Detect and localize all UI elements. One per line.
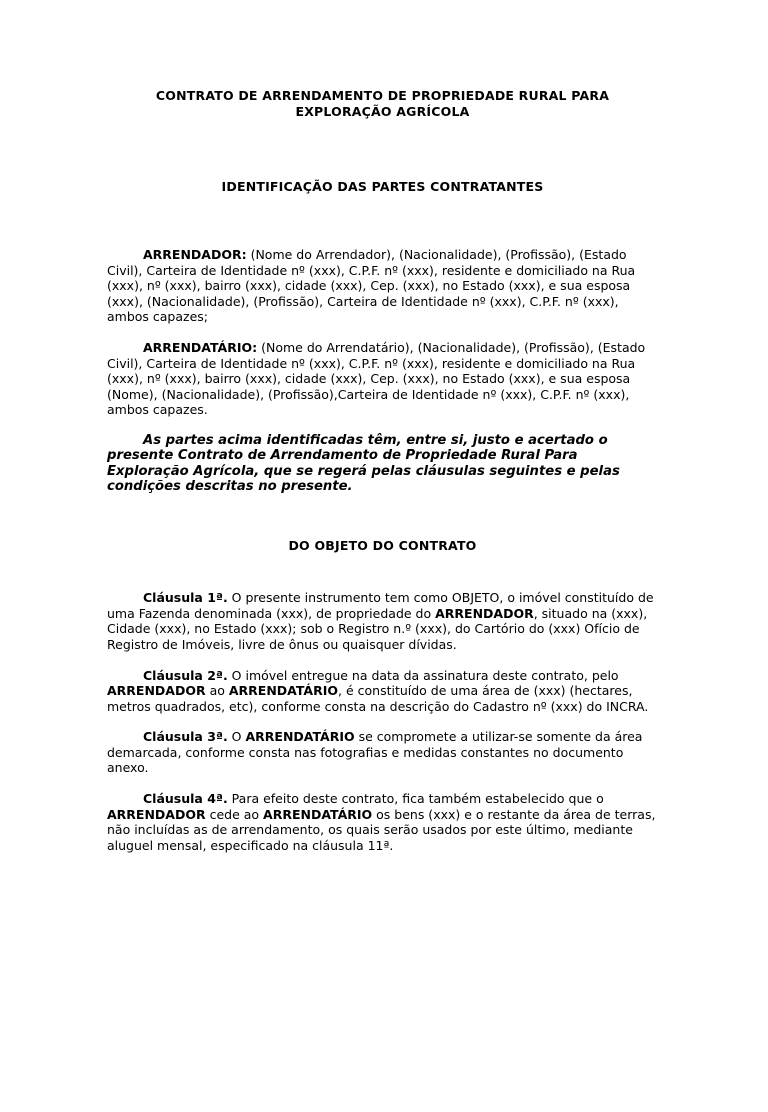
arrendador-paragraph [107,247,658,325]
clausula-2-bold-b: ARRENDATÁRIO [228,683,339,699]
clausula-4-text-b: cede ao [205,806,264,822]
clausula-4-label: Cláusula 4ª. [143,791,228,807]
clausula-1-text-a: O presente instrumento tem como OBJETO, o imóvel constituído de uma Fazenda denominada (xxx), de propriedade do [107,590,654,621]
arrendador-label: ARRENDADOR: [143,247,247,262]
clausula-1-text-b: , situado na (xxx), Cidade (xxx), no Estado (xxx); sob o Registro n.º (xxx), do Cartório do (xxx) Ofício de Registro de Imóveis, livre de ônus ou quaisquer dívidas. [107,605,648,652]
section-heading-objeto: DO OBJETO DO CONTRATO [288,538,477,554]
section-heading-identificacao: IDENTIFICAÇÃO DAS PARTES CONTRATANTES [221,179,544,194]
clausula-3-text-b: se compromete a utilizar-se somente da área demarcada, conforme consta nas fotografias e medidas constantes no documento anexo. [107,729,643,776]
document-page [0,88,768,1112]
clausula-3-text-a: O [227,729,246,745]
clausula-1-label: Cláusula 1ª. [143,590,228,606]
clausula-2-bold-a: ARRENDADOR [107,683,206,699]
arrendatario-label: ARRENDATÁRIO: [143,339,258,355]
arrendatario-paragraph [107,340,658,418]
clausula-2-text-b: ao [205,683,229,699]
document-title: CONTRATO DE ARRENDAMENTO DE PROPRIEDADE RURAL PARA EXPLORAÇÃO AGRÍCOLA [155,88,610,119]
clausula-4-bold-a: ARRENDADOR [107,806,206,822]
clausula-2-text-c: , é constituído de uma área de (xxx) (hectares, metros quadrados, etc), conforme consta na descrição do Cadastro nº (xxx) do INCRA. [107,683,649,714]
clausula-2-text-a: O imóvel entregue na data da assinatura deste contrato, pelo [227,667,619,683]
clausula-1-paragraph [107,590,658,652]
clausula-3-bold-a: ARRENDATÁRIO [245,729,355,745]
clausula-2-paragraph [107,668,658,715]
clausula-4-text-a: Para efeito deste contrato, fica também estabelecido que o [227,791,604,807]
clausula-2-label: Cláusula 2ª. [143,667,228,683]
clausula-3-label: Cláusula 3ª. [143,729,228,745]
clausula-4-paragraph [107,791,658,853]
arrendador-text: (Nome do Arrendador), (Nacionalidade), (Profissão), (Estado Civil), Carteira de Identidade nº (xxx), C.P.F. nº (xxx), residente e domiciliado na Rua (xxx), nº (xxx), bairro (xxx), cidade (xxx), Cep. (xxx), no Estado (xxx), e sua esposa (xxx), (Nacionalidade), (Profissão), Carteira de Identidade nº (xxx), C.P.F. nº (xxx), ambos capazes; [107,247,636,325]
clausula-3-paragraph [107,729,658,776]
intro-paragraph: As partes acima identificadas têm, entre si, justo e acertado o presente Contrato de Arrendamento de Propriedade Rural Para Exploração Agrícola, que se regerá pelas cláusulas seguintes e pelas condições descritas no presente. [107,432,620,494]
clausula-4-text-c: os bens (xxx) e o restante da área de terras, não incluídas as de arrendamento, os quais serão usados por este último, mediante aluguel mensal, especificado na cláusula 11ª. [107,806,656,853]
clausula-4-bold-b: ARRENDATÁRIO [263,806,373,822]
clausula-1-bold-a: ARRENDADOR [435,605,534,621]
arrendatario-text: (Nome do Arrendatário), (Nacionalidade), (Profissão), (Estado Civil), Carteira de Identidade nº (xxx), C.P.F. nº (xxx), residente e domiciliado na Rua (xxx), nº (xxx), bairro (xxx), cidade (xxx), Cep. (xxx), no Estado (xxx), e sua esposa (Nome), (Nacionalidade), (Profissão),Carteira de Identidade nº (xxx), C.P.F. nº (xxx), ambos capazes. [107,339,646,418]
